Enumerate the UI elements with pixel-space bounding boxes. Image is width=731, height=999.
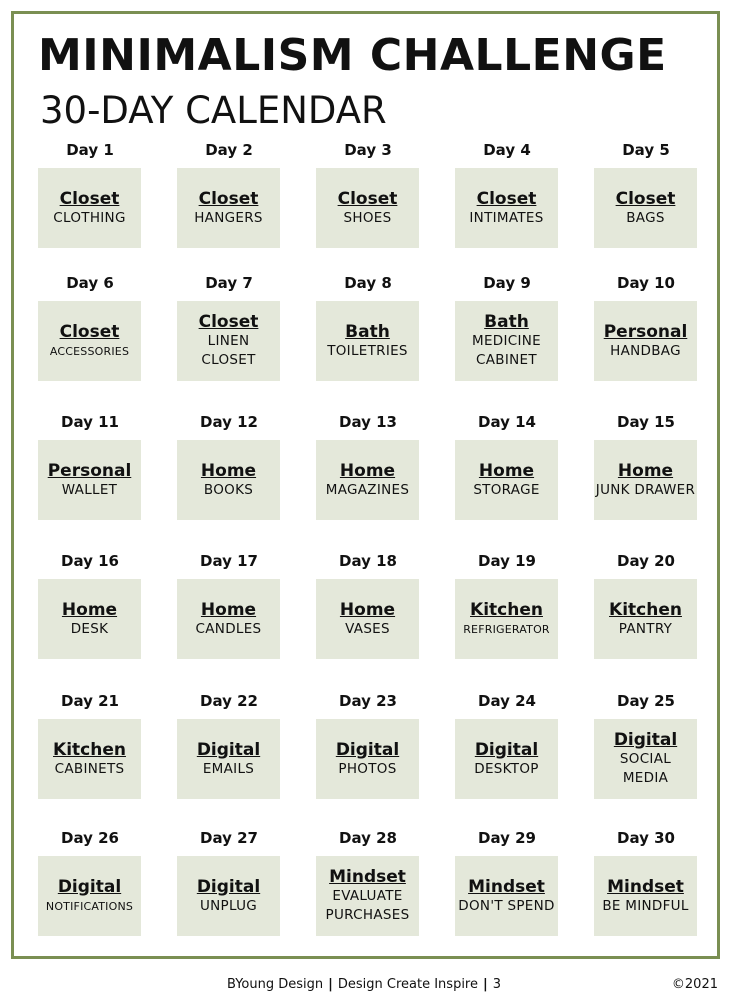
day-task-box — [455, 579, 558, 659]
footer-copyright: ©2021 — [671, 977, 718, 992]
day-label: Day 18 — [339, 552, 397, 570]
day-task: EVALUATE PURCHASES — [325, 888, 410, 923]
day-label: Day 2 — [205, 141, 253, 159]
day-task-box — [316, 719, 419, 799]
day-category: Mindset — [329, 867, 406, 887]
day-label: Day 20 — [617, 552, 675, 570]
day-label: Day 19 — [478, 552, 536, 570]
day-category: Closet — [337, 188, 398, 209]
day-task: EMAILS — [202, 760, 255, 777]
day-task: STORAGE — [473, 481, 540, 498]
day-category: Closet — [59, 321, 120, 342]
day-task: LINEN CLOSET — [201, 333, 256, 368]
day-category: Kitchen — [470, 599, 543, 620]
day-label: Day 7 — [205, 274, 253, 292]
day-category: Home — [339, 460, 396, 481]
footer-separator: | — [483, 977, 488, 992]
day-task-box — [38, 719, 141, 799]
day-label: Day 15 — [617, 413, 675, 431]
day-task-box — [38, 856, 141, 936]
day-category: Mindset — [468, 876, 545, 897]
day-task-box — [594, 579, 697, 659]
day-task-box — [177, 301, 280, 381]
day-task-box — [455, 301, 558, 381]
day-task: HANDBAG — [610, 342, 681, 359]
day-label: Day 16 — [61, 552, 119, 570]
day-task: SHOES — [343, 209, 392, 226]
day-label: Day 5 — [622, 141, 670, 159]
day-label: Day 23 — [339, 692, 397, 710]
day-label: Day 27 — [200, 829, 258, 847]
day-label: Day 4 — [483, 141, 531, 159]
day-task: INTIMATES — [469, 209, 544, 226]
day-category: Kitchen — [609, 599, 682, 620]
day-task-box — [177, 440, 280, 520]
day-task-box — [455, 856, 558, 936]
day-task-box — [316, 579, 419, 659]
day-task: DON'T SPEND — [458, 897, 555, 914]
day-task: SOCIAL MEDIA — [619, 751, 672, 786]
day-task-box — [316, 301, 419, 381]
day-label: Day 29 — [478, 829, 536, 847]
page-title: MINIMALISM CHALLENGE — [38, 30, 667, 81]
day-task: PHOTOS — [338, 760, 397, 777]
page-subtitle: 30-DAY CALENDAR — [40, 89, 387, 132]
day-task-box — [594, 440, 697, 520]
day-task-box — [177, 719, 280, 799]
day-task: ACCESSORIES — [49, 344, 130, 358]
day-task-box — [177, 856, 280, 936]
day-category: Home — [61, 599, 118, 620]
day-label: Day 25 — [617, 692, 675, 710]
day-task: NOTIFICATIONS — [45, 899, 134, 913]
day-task-box — [455, 719, 558, 799]
day-label: Day 3 — [344, 141, 392, 159]
day-task-box — [594, 719, 697, 799]
day-task-box — [38, 301, 141, 381]
footer-credits — [227, 976, 501, 994]
day-task: PANTRY — [618, 620, 673, 637]
day-label: Day 21 — [61, 692, 119, 710]
day-task: JUNK DRAWER — [595, 481, 696, 498]
day-task: CANDLES — [195, 620, 262, 637]
day-category: Digital — [613, 730, 678, 750]
day-task-box — [594, 301, 697, 381]
day-category: Home — [617, 460, 674, 481]
day-category: Digital — [196, 876, 261, 897]
day-category: Home — [200, 460, 257, 481]
day-category: Closet — [59, 188, 120, 209]
footer-separator: | — [328, 977, 333, 992]
day-task: VASES — [345, 620, 390, 637]
day-label: Day 26 — [61, 829, 119, 847]
day-task: MEDICINE CABINET — [472, 333, 541, 368]
day-task-box — [455, 440, 558, 520]
footer-page-number: 3 — [492, 977, 502, 992]
day-label: Day 30 — [617, 829, 675, 847]
day-category: Bath — [345, 321, 390, 342]
day-task-box — [316, 856, 419, 936]
day-category: Digital — [57, 876, 122, 897]
day-task-box — [594, 168, 697, 248]
day-category: Closet — [615, 188, 676, 209]
day-task-box — [38, 168, 141, 248]
day-task-box — [316, 168, 419, 248]
day-label: Day 8 — [344, 274, 392, 292]
day-task: TOILETRIES — [327, 342, 408, 359]
day-task-box — [177, 579, 280, 659]
day-task: MAGAZINES — [325, 481, 410, 498]
day-task: BAGS — [626, 209, 665, 226]
day-label: Day 28 — [339, 829, 397, 847]
day-task: REFRIGERATOR — [463, 622, 550, 636]
day-label: Day 6 — [66, 274, 114, 292]
day-category: Digital — [196, 739, 261, 760]
day-label: Day 1 — [66, 141, 114, 159]
day-category: Closet — [198, 188, 259, 209]
day-task-box — [594, 856, 697, 936]
day-task-box — [455, 168, 558, 248]
day-task: DESK — [70, 620, 109, 637]
day-label: Day 12 — [200, 413, 258, 431]
footer-tagline: Design Create Inspire — [337, 977, 478, 992]
day-category: Personal — [603, 321, 688, 342]
day-task: HANGERS — [194, 209, 263, 226]
day-label: Day 22 — [200, 692, 258, 710]
day-category: Kitchen — [53, 739, 126, 760]
day-label: Day 9 — [483, 274, 531, 292]
day-task: WALLET — [61, 481, 118, 498]
day-task-box — [177, 168, 280, 248]
day-task: BOOKS — [203, 481, 254, 498]
day-task-box — [316, 440, 419, 520]
day-label: Day 10 — [617, 274, 675, 292]
day-category: Closet — [476, 188, 537, 209]
footer-brand: BYoung Design — [227, 977, 324, 992]
day-label: Day 24 — [478, 692, 536, 710]
day-label: Day 14 — [478, 413, 536, 431]
day-category: Home — [339, 599, 396, 620]
day-label: Day 17 — [200, 552, 258, 570]
day-label: Day 13 — [339, 413, 397, 431]
day-task-box — [38, 440, 141, 520]
day-task: DESKTOP — [474, 760, 539, 777]
day-task: BE MINDFUL — [602, 897, 689, 914]
day-category: Personal — [47, 460, 132, 481]
day-task: CABINETS — [54, 760, 125, 777]
day-category: Digital — [474, 739, 539, 760]
day-category: Home — [200, 599, 257, 620]
day-category: Home — [478, 460, 535, 481]
day-task-box — [38, 579, 141, 659]
day-category: Bath — [484, 312, 529, 332]
day-category: Mindset — [607, 876, 684, 897]
day-category: Closet — [198, 312, 259, 332]
day-task: CLOTHING — [53, 209, 126, 226]
day-category: Digital — [335, 739, 400, 760]
day-task: UNPLUG — [199, 897, 258, 914]
day-label: Day 11 — [61, 413, 119, 431]
